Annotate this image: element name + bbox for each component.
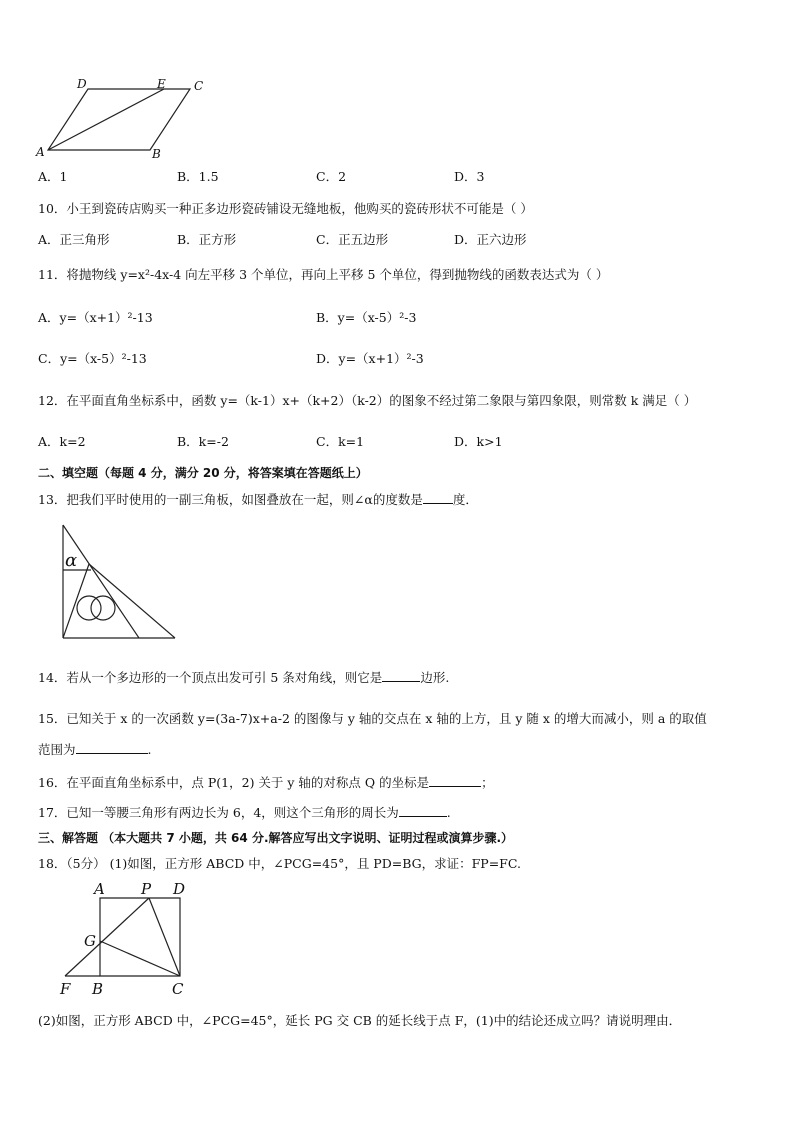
q14-after: 边形. bbox=[420, 670, 450, 685]
triangle-left-edge bbox=[63, 564, 89, 638]
q10-option-c: C．正五边形 bbox=[316, 232, 389, 247]
label-A: A bbox=[36, 145, 45, 159]
q14-before: 14．若从一个多边形的一个顶点出发可引 5 条对角线，则它是 bbox=[38, 670, 383, 685]
q17-after: . bbox=[446, 805, 451, 820]
q13-stem-before: 13．把我们平时使用的一副三角板，如图叠放在一起，则∠α的度数是 bbox=[38, 492, 423, 507]
circle-right bbox=[91, 596, 115, 620]
square-ABCD bbox=[100, 898, 180, 976]
label-C: C bbox=[172, 980, 184, 998]
q15-answer-blank bbox=[76, 741, 148, 754]
q11-option-d: D．y=（x+1）²-3 bbox=[316, 351, 424, 366]
label-E: E bbox=[157, 77, 166, 91]
label-B: B bbox=[92, 980, 104, 998]
square-figure bbox=[55, 876, 200, 1001]
q15-line2 bbox=[38, 740, 152, 758]
circle-left bbox=[77, 596, 101, 620]
label-G: G bbox=[84, 932, 96, 950]
q12-stem: 12．在平面直角坐标系中，函数 y=（k-1）x+（k+2）（k-2）的图象不经过第二象限与第四象限，则常数 k 满足（ ） bbox=[38, 393, 697, 408]
label-D: D bbox=[77, 77, 87, 91]
section-3-heading: 三、解答题 （本大题共 7 小题，共 64 分.解答应写出文字说明、证明过程或演算步骤.） bbox=[38, 831, 514, 845]
label-A: A bbox=[94, 880, 105, 898]
q17-answer-blank bbox=[399, 804, 447, 817]
q16-after: ； bbox=[481, 775, 494, 790]
q15-line2-after: . bbox=[147, 742, 152, 757]
q9-option-c: C．2 bbox=[316, 169, 347, 184]
q9-option-b: B．1.5 bbox=[177, 169, 219, 184]
q14-answer-blank bbox=[382, 669, 420, 682]
q17-before: 17．已知一等腰三角形有两边长为 6，4，则这个三角形的周长为 bbox=[38, 805, 399, 820]
q13-stem-after: 度． bbox=[452, 492, 478, 507]
label-C: C bbox=[194, 79, 204, 93]
alpha-label: α bbox=[65, 550, 78, 571]
label-B: B bbox=[152, 147, 161, 161]
square-hypotenuse bbox=[63, 525, 139, 638]
label-D: D bbox=[173, 880, 186, 898]
q11-option-c: C．y=（x-5）²-13 bbox=[38, 351, 147, 366]
q18-part2-stem: (2)如图，正方形 ABCD 中，∠PCG=45°，延长 PG 交 CB 的延长线于点 F，(1)中的结论还成立吗？请说明理由． bbox=[38, 1013, 682, 1028]
q10-option-d: D．正六边形 bbox=[454, 232, 527, 247]
q9-option-d: D．3 bbox=[454, 169, 485, 184]
q13-stem bbox=[38, 490, 478, 508]
q16-stem bbox=[38, 773, 494, 791]
q11-option-a: A．y=（x+1）²-13 bbox=[38, 310, 153, 325]
label-F: F bbox=[60, 980, 71, 998]
q16-answer-blank bbox=[429, 774, 481, 787]
q16-before: 16．在平面直角坐标系中，点 P(1，2) 关于 y 轴的对称点 Q 的坐标是 bbox=[38, 775, 430, 790]
q12-option-d: D．k>1 bbox=[454, 434, 503, 449]
q18-part1-stem: 18．（5分） (1)如图，正方形 ABCD 中，∠PCG=45°，且 PD=BG，求证：FP=FC. bbox=[38, 856, 521, 871]
q10-stem: 10．小王到瓷砖店购买一种正多边形瓷砖铺设无缝地板，他购买的瓷砖形状不可能是（ ） bbox=[38, 201, 533, 216]
q10-option-b: B．正方形 bbox=[177, 232, 237, 247]
q13-answer-blank bbox=[423, 491, 453, 504]
parallelogram-figure bbox=[30, 72, 210, 162]
q12-option-a: A．k=2 bbox=[38, 434, 86, 449]
set-squares-figure bbox=[55, 520, 185, 645]
q11-stem: 11．将抛物线 y=x²-4x-4 向左平移 3 个单位，再向上平移 5 个单位，得到抛物线的函数表达式为（ ） bbox=[38, 267, 609, 282]
section-2-heading: 二、填空题（每题 4 分，满分 20 分，将答案填在答题纸上） bbox=[38, 466, 368, 480]
q15-line2-before: 范围为 bbox=[38, 742, 76, 757]
q14-stem bbox=[38, 668, 449, 686]
parallelogram-shape bbox=[48, 89, 190, 150]
label-P: P bbox=[141, 880, 152, 898]
q12-option-b: B．k=-2 bbox=[177, 434, 229, 449]
q10-option-a: A．正三角形 bbox=[38, 232, 110, 247]
q11-option-b: B．y=（x-5）²-3 bbox=[316, 310, 417, 325]
q17-stem bbox=[38, 803, 451, 821]
q9-option-a: A．1 bbox=[38, 169, 68, 184]
segment-FP bbox=[65, 898, 149, 976]
q12-option-c: C．k=1 bbox=[316, 434, 365, 449]
segment-AE bbox=[48, 89, 164, 150]
q15-line1: 15．已知关于 x 的一次函数 y=(3a-7)x+a-2 的图像与 y 轴的交点在 x 轴的上方，且 y 随 x 的增大而减小，则 a 的取值 bbox=[38, 711, 707, 726]
